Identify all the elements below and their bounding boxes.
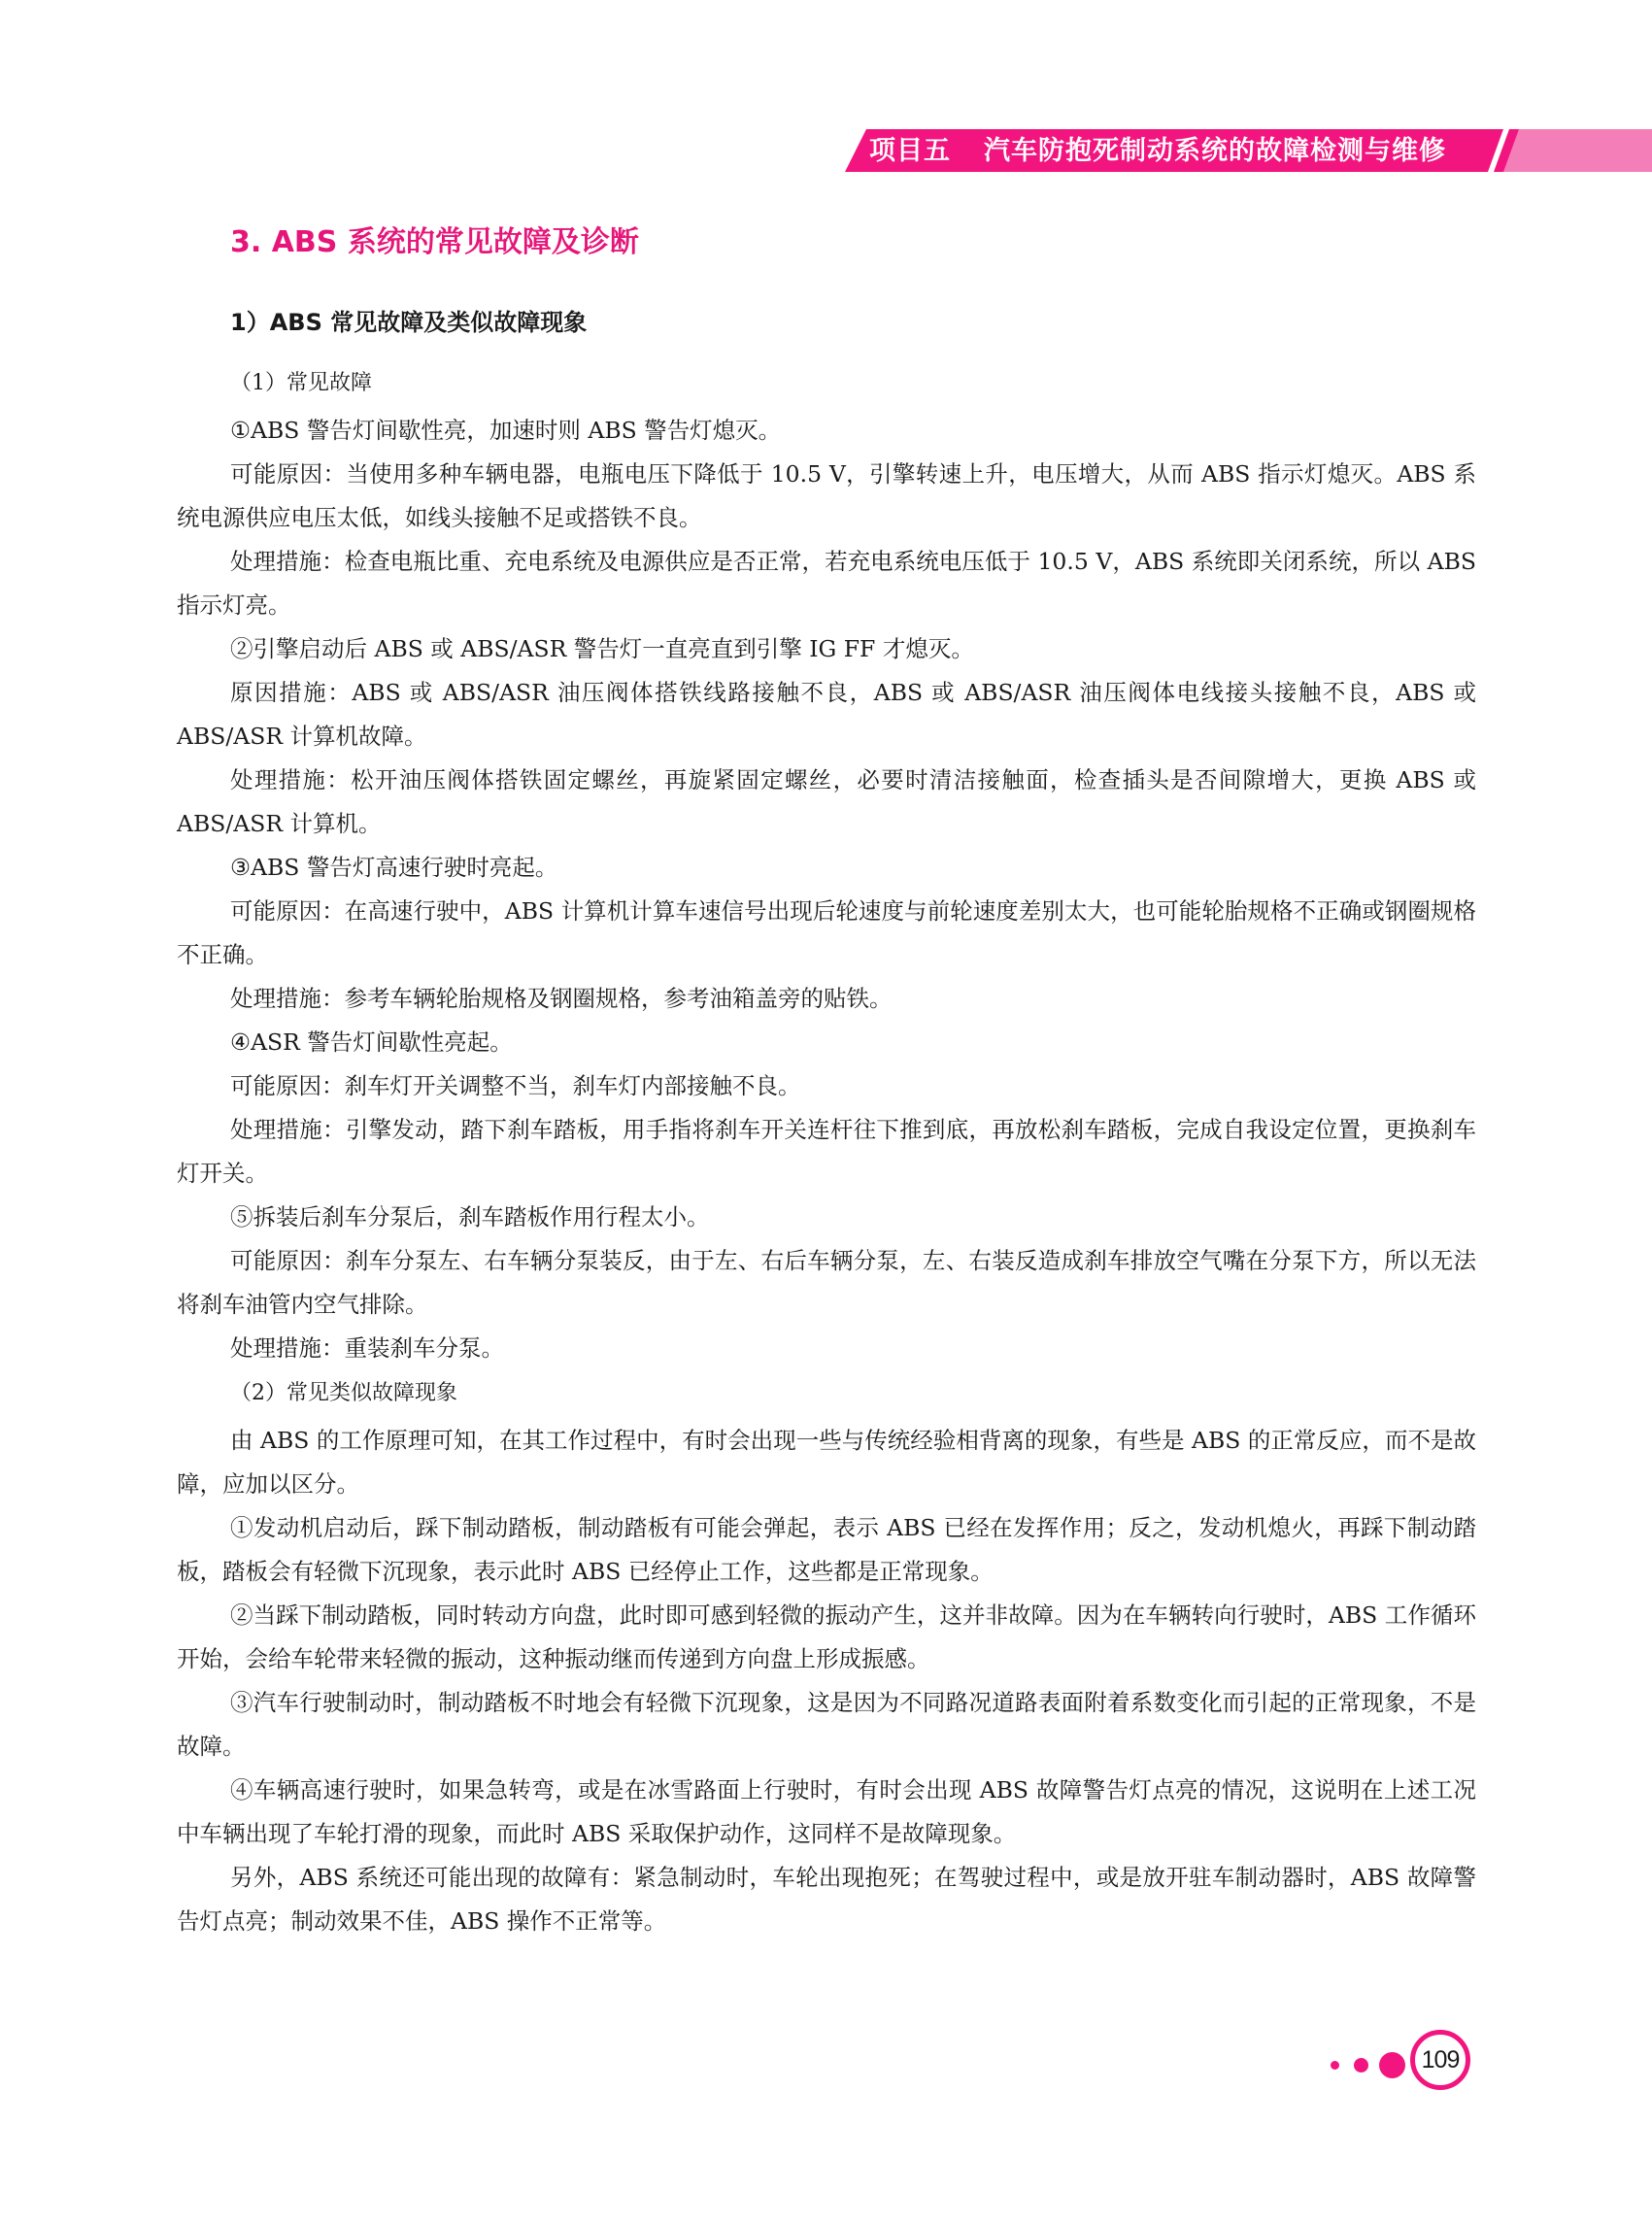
page-number: 109 bbox=[1410, 2030, 1470, 2090]
decorative-dot-icon bbox=[1354, 2058, 1368, 2073]
header-chapter: 汽车防抱死制动系统的故障检测与维修 bbox=[984, 136, 1446, 166]
paragraph: 原因措施：ABS 或 ABS/ASR 油压阀体搭铁线路接触不良，ABS 或 ABS/ASR 油压阀体电线接头接触不良，ABS 或 ABS/ASR 计算机故障。 bbox=[177, 679, 1476, 750]
paragraph: 可能原因：刹车分泵左、右车辆分泵装反，由于左、右后车辆分泵，左、右装反造成刹车排放空气嘴在分泵下方，所以无法将刹车油管内空气排除。 bbox=[177, 1247, 1476, 1318]
header-accent bbox=[1503, 129, 1652, 172]
paragraph: 处理措施：松开油压阀体搭铁固定螺丝，再旋紧固定螺丝，必要时清洁接触面，检查插头是否间隙增大，更换 ABS 或 ABS/ASR 计算机。 bbox=[177, 766, 1476, 837]
running-header bbox=[869, 132, 1446, 171]
decorative-dot-icon bbox=[1379, 2052, 1405, 2078]
paragraph: ②当踩下制动踏板，同时转动方向盘，此时即可感到轻微的振动产生，这并非故障。因为在车辆转向行驶时，ABS 工作循环开始，会给车轮带来轻微的振动，这种振动继而传递到方向盘上形成振感。 bbox=[177, 1601, 1476, 1672]
paragraph: ④车辆高速行驶时，如果急转弯，或是在冰雪路面上行驶时，有时会出现 ABS 故障警告灯点亮的情况，这说明在上述工况中车辆出现了车轮打滑的现象，而此时 ABS 采取保护动作，这同样不是故障现象。 bbox=[177, 1776, 1476, 1847]
paragraph: ⑤拆装后刹车分泵后，刹车踏板作用行程太小。 bbox=[230, 1203, 710, 1230]
section-title: 3. ABS 系统的常见故障及诊断 bbox=[230, 225, 639, 259]
decorative-dot-icon bbox=[1331, 2061, 1339, 2070]
paragraph: ①发动机启动后，踩下制动踏板，制动踏板有可能会弹起，表示 ABS 已经在发挥作用；反之，发动机熄火，再踩下制动踏板，踏板会有轻微下沉现象，表示此时 ABS 已经停止工作，这些都是正常现象。 bbox=[177, 1514, 1476, 1585]
paragraph: 可能原因：当使用多种车辆电器，电瓶电压下降低于 10.5 V，引擎转速上升，电压增大，从而 ABS 指示灯熄灭。ABS 系统电源供应电压太低，如线头接触不足或搭铁不良。 bbox=[177, 460, 1476, 531]
paragraph: 处理措施：引擎发动，踏下刹车踏板，用手指将刹车开关连杆往下推到底，再放松刹车踏板，完成自我设定位置，更换刹车灯开关。 bbox=[177, 1116, 1476, 1187]
common-faults-text bbox=[177, 409, 1476, 1370]
page-number-group bbox=[1331, 2030, 1476, 2098]
paragraph: 由 ABS 的工作原理可知，在其工作过程中，有时会出现一些与传统经验相背离的现象，有些是 ABS 的正常反应，而不是故障，应加以区分。 bbox=[177, 1427, 1476, 1498]
subsection-title: 1）ABS 常见故障及类似故障现象 bbox=[230, 309, 588, 336]
paragraph: 可能原因：在高速行驶中，ABS 计算机计算车速信号出现后轮速度与前轮速度差别太大，也可能轮胎规格不正确或钢圈规格不正确。 bbox=[177, 897, 1476, 968]
paragraph: 可能原因：刹车灯开关调整不当，刹车灯内部接触不良。 bbox=[230, 1072, 801, 1099]
sub-label-common-faults: （1）常见故障 bbox=[230, 371, 372, 395]
paragraph: ①ABS 警告灯间歇性亮，加速时则 ABS 警告灯熄灭。 bbox=[230, 417, 782, 444]
sub-label-similar-phenomena: （2）常见类似故障现象 bbox=[230, 1381, 457, 1405]
paragraph: 处理措施：重装刹车分泵。 bbox=[230, 1334, 504, 1362]
paragraph: ④ASR 警告灯间歇性亮起。 bbox=[230, 1028, 513, 1056]
paragraph: 处理措施：参考车辆轮胎规格及钢圈规格，参考油箱盖旁的贴铁。 bbox=[230, 985, 893, 1012]
header-project: 项目五 bbox=[869, 136, 951, 166]
similar-phenomena-text bbox=[177, 1419, 1476, 1943]
page-content bbox=[177, 223, 1476, 1943]
paragraph: 另外，ABS 系统还可能出现的故障有：紧急制动时，车轮出现抱死；在驾驶过程中，或是放开驻车制动器时，ABS 故障警告灯点亮；制动效果不佳，ABS 操作不正常等。 bbox=[177, 1864, 1476, 1935]
paragraph: ②引擎启动后 ABS 或 ABS/ASR 警告灯一直亮直到引擎 IG FF 才熄灭。 bbox=[230, 635, 974, 662]
paragraph: ③ABS 警告灯高速行驶时亮起。 bbox=[230, 854, 558, 881]
paragraph: ③汽车行驶制动时，制动踏板不时地会有轻微下沉现象，这是因为不同路况道路表面附着系数变化而引起的正常现象，不是故障。 bbox=[177, 1689, 1476, 1760]
paragraph: 处理措施：检查电瓶比重、充电系统及电源供应是否正常，若充电系统电压低于 10.5 V，ABS 系统即关闭系统，所以 ABS 指示灯亮。 bbox=[177, 548, 1476, 619]
